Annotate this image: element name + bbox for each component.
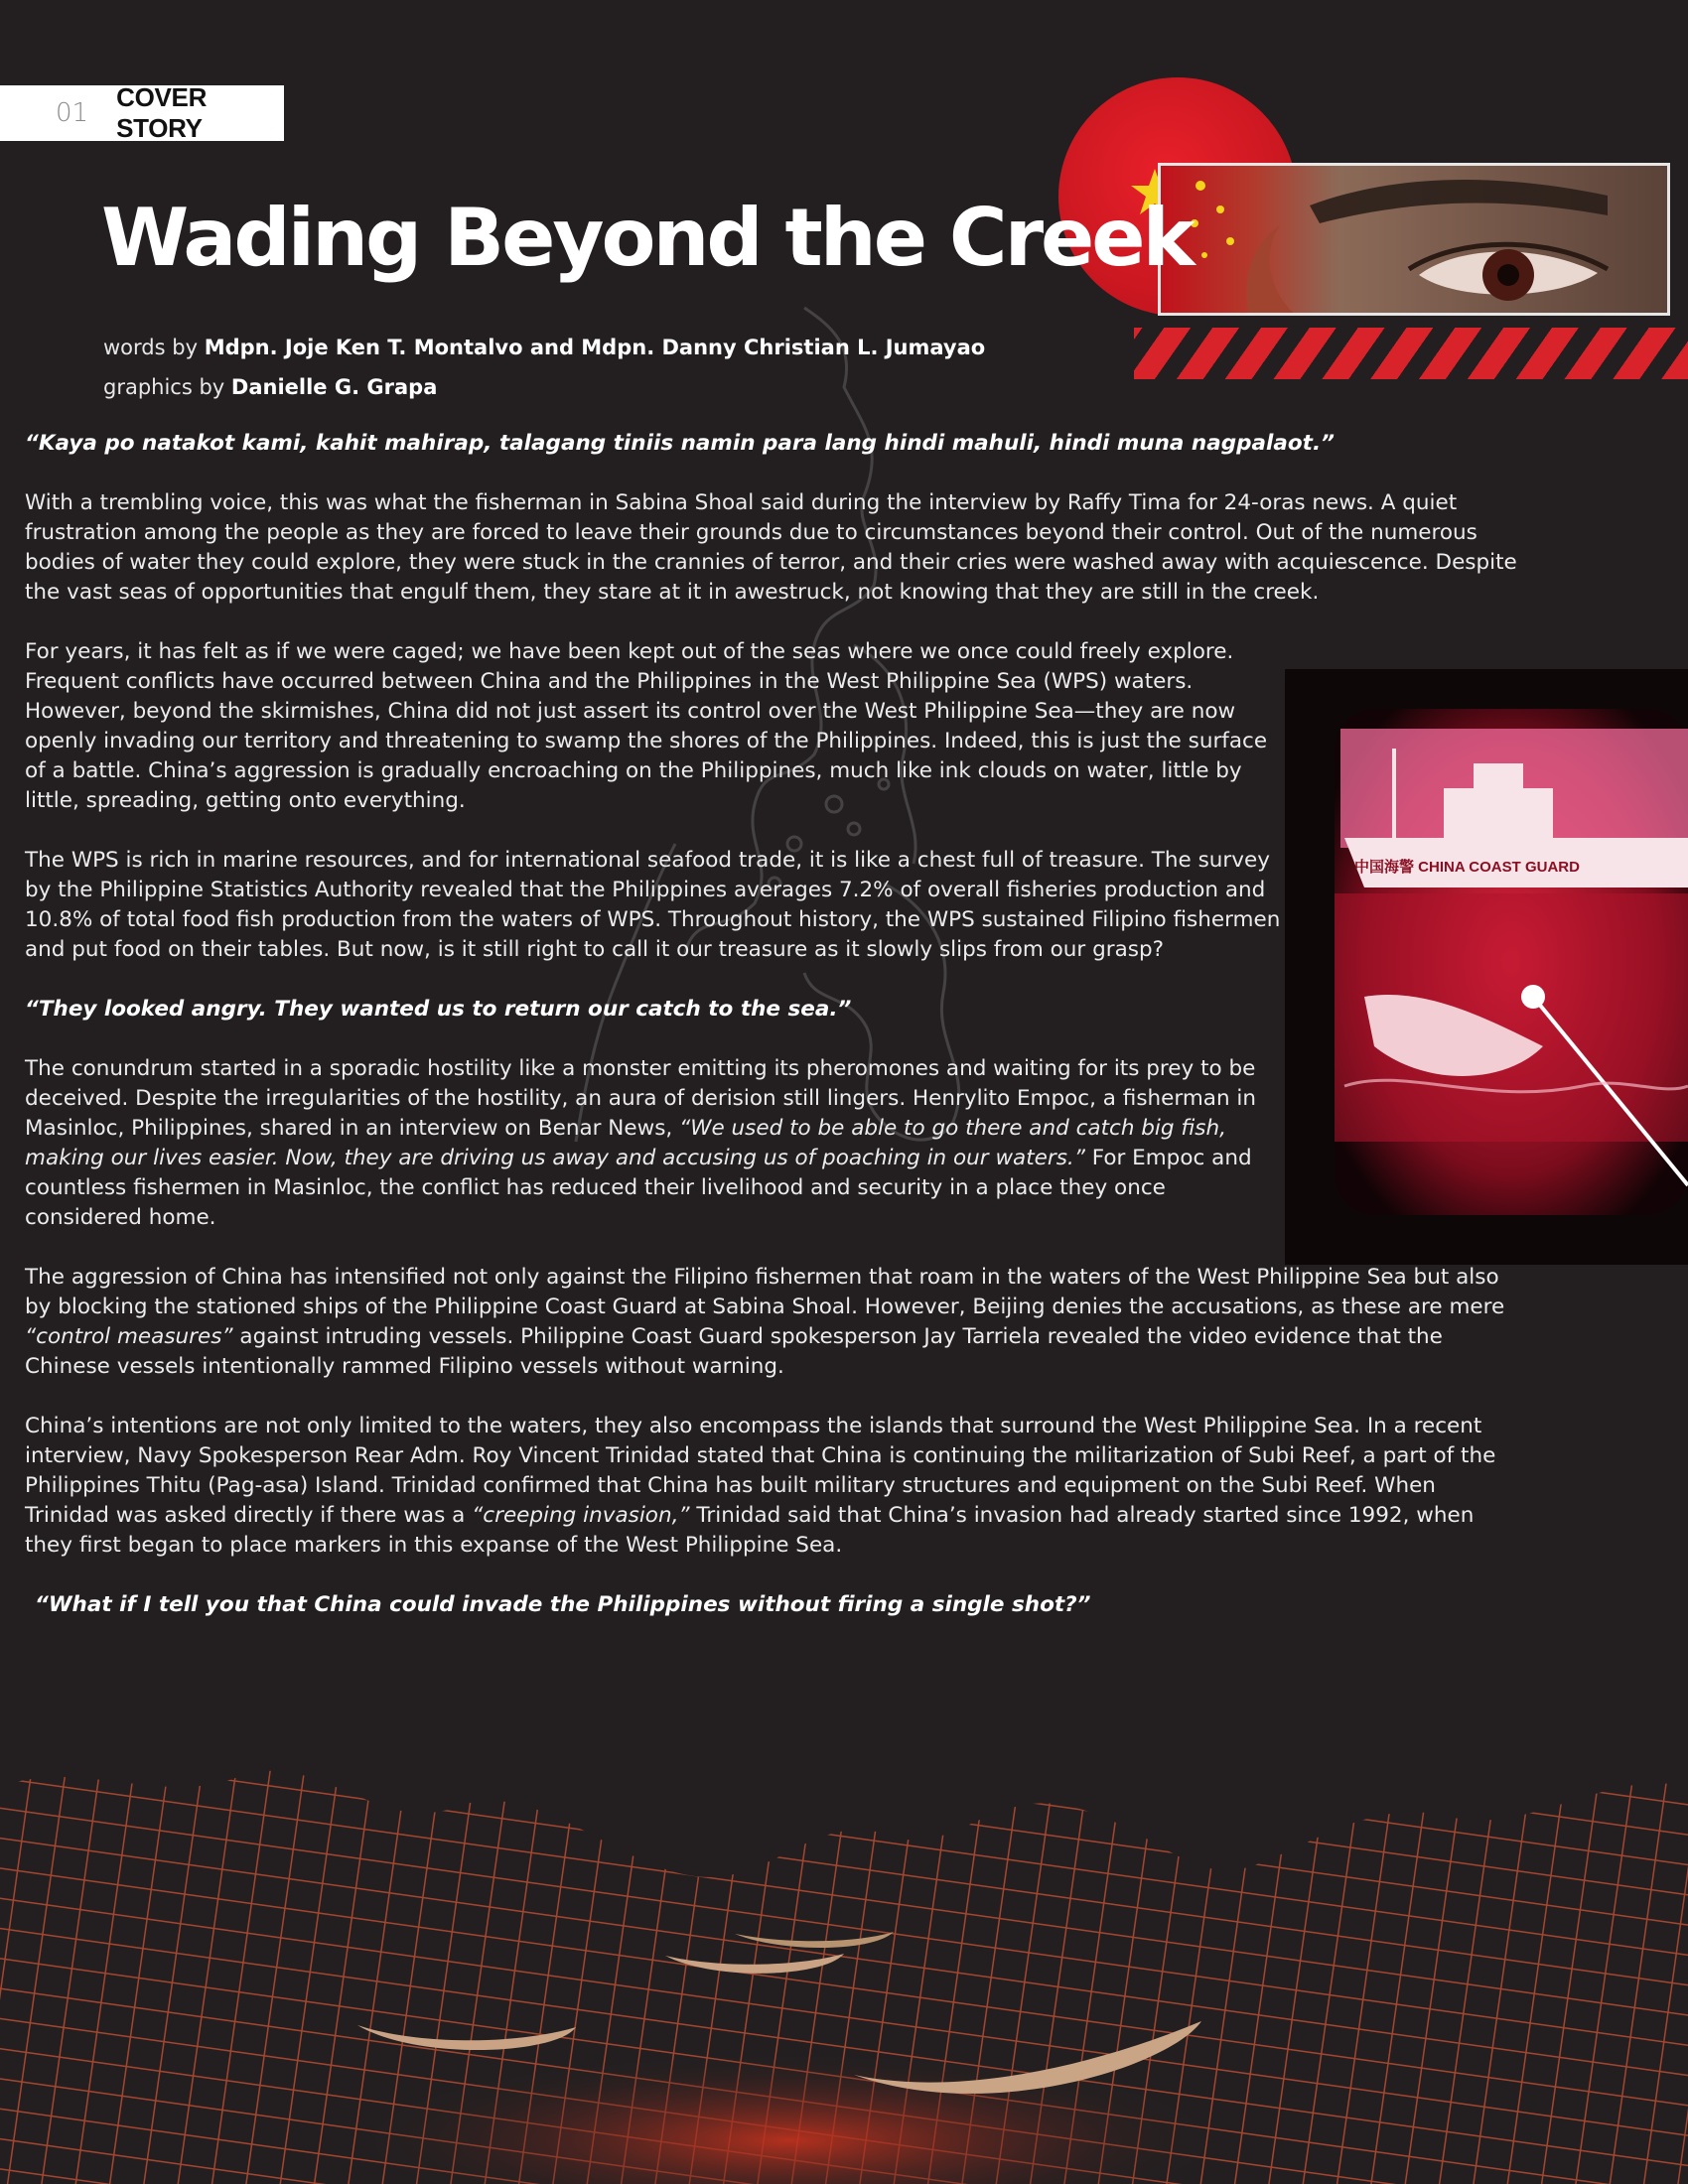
eye-closeup-photo <box>1158 163 1670 316</box>
paragraph-4 <box>25 1054 1286 1233</box>
paragraph-5 <box>25 1263 1524 1382</box>
paragraph-4-text-b: For Empoc and countless fishermen in Masinloc, the conflict has reduced their livelihood and security in a place they once considered home. <box>25 1146 1252 1230</box>
section-number: 01 <box>56 98 89 128</box>
pull-quote-2: “They looked angry. They wanted us to return our catch to the sea.” <box>25 997 852 1022</box>
paragraph-6-text-b: Trinidad said that China’s invasion had already started since 1992, when they first began to place markers in this expanse of the West Philippine Sea. <box>25 1503 1475 1558</box>
article-body <box>25 429 1524 1650</box>
paragraph-6 <box>25 1412 1524 1561</box>
creeping-invasion-quote: “creeping invasion,” <box>472 1503 690 1528</box>
article-title: Wading Beyond the Creek <box>101 192 1193 284</box>
warning-stripes <box>1134 328 1688 379</box>
fishing-net-illustration <box>0 1747 1688 2184</box>
paragraph-6-text-a: China’s intentions are not only limited to the waters, they also encompass the islands that surround the West Philippine Sea. In a recent interview, Navy Spokesperson Rear Adm. Roy Vincent Trinidad stated that China is continuing the militarization of Subi Reef, a part of the Philippines Thitu (Pag-asa) Island. Trinidad confirmed that China has built military structures and equipment on the Subi Reef. When Trinidad was asked directly if there was a <box>25 1414 1496 1528</box>
paragraph-4-text-a: The conundrum started in a sporadic hostility like a monster emitting its pheromones and waiting for its prey to be deceived. Despite the irregularities of the hostility, an aura of derision still lingers. Henrylito Empoc, a fisherman in Masinloc, Philippines, shared in an interview on Benar News, <box>25 1056 1257 1141</box>
paragraph-5-text-b: against intruding vessels. Philippine Coast Guard spokesperson Jay Tarriela revealed the video evidence that the Chinese vessels intentionally rammed Filipino vessels without warning. <box>25 1324 1443 1379</box>
pull-quote-1: “Kaya po natakot kami, kahit mahirap, talagang tiniis namin para lang hindi mahuli, hindi muna nagpalaot.” <box>25 431 1335 456</box>
paragraph-3: The WPS is rich in marine resources, and for international seafood trade, it is like a chest full of treasure. The survey by the Philippine Statistics Authority revealed that the Philippines averages 7.2% of overall fisheries production and 10.8% of total food fish production from the waters of WPS. Throughout history, the WPS sustained Filipino fishermen and put food on their tables. But now, is it still right to call it our treasure as it slowly slips from our grasp? <box>25 848 1281 962</box>
ship-hull-label: 中国海警 CHINA COAST GUARD <box>1354 859 1580 876</box>
section-tab <box>0 82 284 143</box>
graphics-prefix: graphics by <box>103 375 225 399</box>
words-credit <box>103 336 985 359</box>
section-label: COVER STORY <box>116 82 208 143</box>
words-authors: Mdpn. Joje Ken T. Montalvo and Mdpn. Danny Christian L. Jumayao <box>204 336 986 359</box>
graphics-credit <box>103 375 437 399</box>
control-measures-quote: “control measures” <box>25 1324 233 1349</box>
words-prefix: words by <box>103 336 198 359</box>
empoc-quote: “We used to be able to go there and catch big fish, making our lives easier. Now, they are driving us away and accusing us of poaching in our waters.” <box>25 1116 1226 1170</box>
paragraph-2: For years, it has felt as if we were caged; we have been kept out of the seas where we once could freely explore. Frequent conflicts have occurred between China and the Philippines in the West Philippine Sea (WPS) waters. However, beyond the skirmishes, China did not just assert its control over the West Philippine Sea—they are now openly invading our territory and threatening to swamp the shores of the Philippines. Indeed, this is just the surface of a battle. China’s aggression is gradually encroaching on the Philippines, much like ink clouds on water, little by little, spreading, getting onto everything. <box>25 639 1268 813</box>
paragraph-5-text-a: The aggression of China has intensified not only against the Filipino fishermen that roam in the waters of the West Philippine Sea but also by blocking the stationed ships of the Philippine Coast Guard at Sabina Shoal. However, Beijing denies the accusations, as these are mere <box>25 1265 1505 1319</box>
graphics-author: Danielle G. Grapa <box>230 375 438 399</box>
pull-quote-3: “What if I tell you that China could invade the Philippines without firing a single shot?” <box>35 1592 1091 1617</box>
paragraph-1: With a trembling voice, this was what the fisherman in Sabina Shoal said during the interview by Raffy Tima for 24-oras news. A quiet frustration among the people as they are forced to leave their grounds due to circumstances beyond their control. Out of the numerous bodies of water they could explore, they were stuck in the crannies of terror, and their cries were washed away with acquiescence. Despite the vast seas of opportunities that engulf them, they stare at it in awestruck, not knowing that they are still in the creek. <box>25 490 1517 605</box>
